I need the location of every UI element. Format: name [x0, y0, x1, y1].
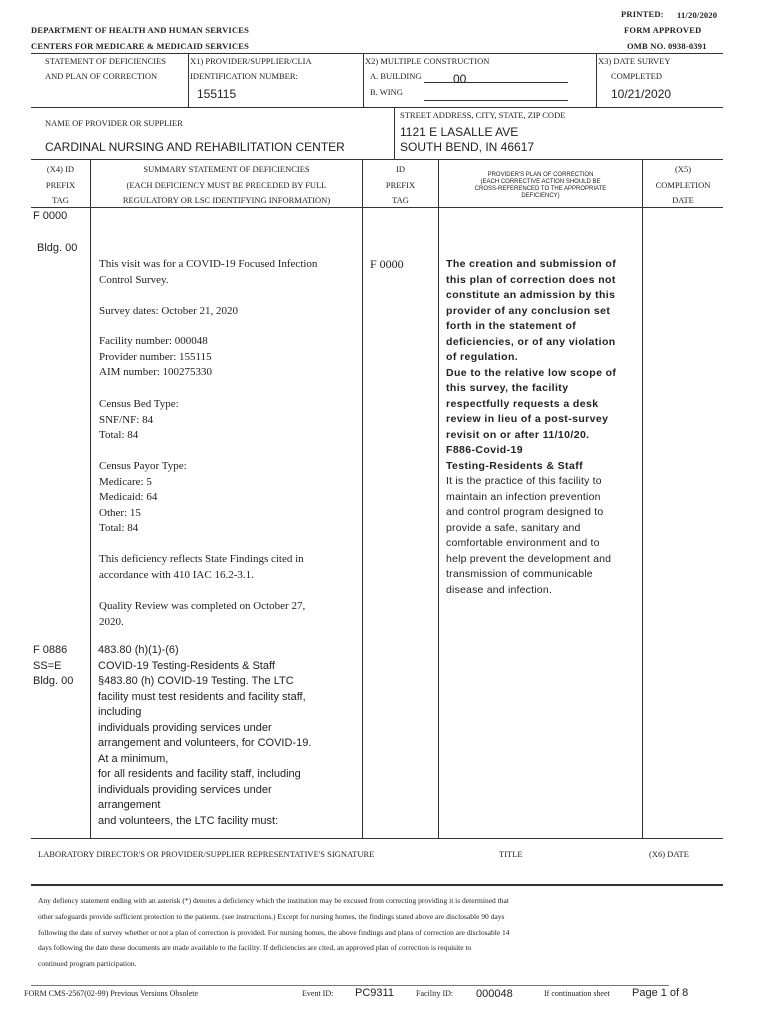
omb-number: OMB NO. 0938-0391 [627, 41, 707, 51]
title-label: TITLE [499, 849, 523, 859]
x4-header-1: (X4) ID [46, 164, 75, 174]
provider-name-label: NAME OF PROVIDER OR SUPPLIER [45, 118, 183, 128]
summary-header-1: SUMMARY STATEMENT OF DEFICIENCIES [143, 164, 310, 174]
summary-state-findings: This deficiency reflects State Findings cited in accordance with 410 IAC 16.2-3.1. [99, 553, 304, 581]
summary-header-3: REGULATORY OR LSC IDENTIFYING INFORMATION) [122, 195, 331, 205]
disclaimer-line-2: other safeguards provide sufficient protection to the patients. (see instructions.) Except for nursing homes, the findings stated above are disclosable 90 days [38, 912, 505, 921]
summary-header-2: (EACH DEFICIENCY MUST BE PRECEDED BY FULL [126, 180, 327, 190]
plan-header-2: (EACH CORRECTIVE ACTION SHOULD BE [480, 179, 601, 185]
centers-title: CENTERS FOR MEDICARE & MEDICAID SERVICES [31, 41, 250, 51]
summary-census-payor: Census Payor Type: Medicare: 5 Medicaid: 64 Other: 15 Total: 84 [99, 460, 187, 534]
x1-label: X1) PROVIDER/SUPPLIER/CLIA [190, 56, 312, 66]
event-id-label: Event ID: [302, 989, 334, 998]
summary-facility-numbers: Facility number: 000048 Provider number: 155115 AIM number: 100275330 [99, 335, 213, 378]
signature-label: LABORATORY DIRECTOR'S OR PROVIDER/SUPPLIER REPRESENTATIVE'S SIGNATURE [38, 849, 375, 859]
provider-id: 155115 [197, 87, 237, 101]
x1-label-2: IDENTIFICATION NUMBER: [190, 71, 298, 81]
facility-id-value: 000048 [476, 988, 513, 1000]
printed-label: PRINTED: [621, 9, 664, 19]
id-header-1: ID [396, 164, 405, 174]
plan-plain-text: It is the practice of this facility to maintain an infection prevention and control program designed to provide a safe, sanitary and comfortable environment and to help prevent the development and transmission of communicable disease and infection. [446, 475, 612, 596]
event-id-value: PC9311 [355, 987, 394, 999]
plan-header-4: DEFICIENCY) [521, 193, 560, 199]
id-tag-f0000: F 0000 [370, 257, 404, 271]
x2-label: X2) MULTIPLE CONSTRUCTION [365, 56, 490, 66]
x3-label-2: COMPLETED [611, 71, 662, 81]
building-label: A. BUILDING [370, 71, 422, 81]
x6-date-label: (X6) DATE [649, 849, 689, 859]
plan-header-3: CROSS-REFERENCED TO THE APPROPRIATE [474, 186, 607, 192]
form-approved: FORM APPROVED [624, 25, 702, 35]
f0886-regulation-text: 483.80 (h)(1)-(6) COVID-19 Testing-Residents & Staff §483.80 (h) COVID-19 Testing. The LTC facility must test residents and facility staff, including individuals providing services under arrangement and volunteers, for COVID-19. At a minimum, for all residents and facility staff, including individuals providing services under arrangement and volunteers, the LTC facility must: [98, 644, 312, 827]
tag-f0886: F 0886 SS=E Bldg. 00 [33, 644, 74, 687]
x4-header-3: TAG [52, 195, 69, 205]
address-label: STREET ADDRESS, CITY, STATE, ZIP CODE [400, 110, 566, 120]
plan-bold-text: The creation and submission of this plan of correction does not constitute an admission by this provider of any conclusion set forth in the statement of deficiencies, or of any violation of regulation. Due to the relative low scope of this survey, the facility respectfully requests a desk review in lieu of a post-survey revisit on or after 11/10/20. F886-Covid-19 Testing-Residents & Staff [446, 258, 617, 472]
address-line-1: 1121 E LASALLE AVE [400, 125, 519, 139]
provider-name: CARDINAL NURSING AND REHABILITATION CENTER [45, 140, 345, 154]
department-title: DEPARTMENT OF HEALTH AND HUMAN SERVICES [31, 25, 250, 35]
x3-label: X3) DATE SURVEY [598, 56, 671, 66]
statement-label-2: AND PLAN OF CORRECTION [45, 71, 158, 81]
bldg-label: Bldg. 00 [37, 242, 78, 254]
x5-header-3: DATE [672, 195, 694, 205]
id-header-2: PREFIX [385, 180, 416, 190]
x5-header-1: (X5) [674, 164, 692, 174]
wing-label: B. WING [370, 87, 403, 97]
disclaimer-line-1: Any defiency statement ending with an asterisk (*) denotes a deficiency which the institution may be excused from correcting providing it is determined that [38, 896, 509, 905]
summary-quality-review: Quality Review was completed on October 27, 2020. [99, 600, 306, 628]
x5-header-2: COMPLETION [655, 180, 711, 190]
form-id: FORM CMS-2567(02-99) Previous Versions Obsolete [24, 989, 199, 998]
survey-date: 10/21/2020 [611, 87, 672, 101]
page-number: Page 1 of 8 [632, 987, 689, 999]
continuation-label: If continuation sheet [544, 989, 610, 998]
disclaimer-line-5: continued program participation. [38, 959, 137, 968]
facility-id-label: Facility ID: [416, 989, 454, 998]
summary-visit: This visit was for a COVID-19 Focused Infection Control Survey. [99, 258, 318, 286]
address-line-2: SOUTH BEND, IN 46617 [400, 140, 535, 154]
tag-f0000: F 0000 [33, 210, 68, 222]
building-value: 00 [453, 72, 467, 86]
printed-date: 11/20/2020 [677, 10, 718, 20]
disclaimer-line-4: days following the date these documents are made available to the facility. If deficiencies are cited, an approved plan of correction is requisite to [38, 943, 472, 952]
x4-header-2: PREFIX [45, 180, 76, 190]
summary-survey-dates: Survey dates: October 21, 2020 [99, 305, 238, 317]
summary-census-bed: Census Bed Type: SNF/NF: 84 Total: 84 [99, 398, 179, 441]
plan-header-1: PROVIDER'S PLAN OF CORRECTION [487, 172, 594, 178]
statement-label-1: STATEMENT OF DEFICIENCIES [45, 56, 167, 66]
disclaimer-line-3: following the date of survey whether or not a plan of correction is provided. For nursing homes, the above findings and plans of correction are disclosable 14 [38, 928, 510, 937]
id-header-3: TAG [392, 195, 409, 205]
